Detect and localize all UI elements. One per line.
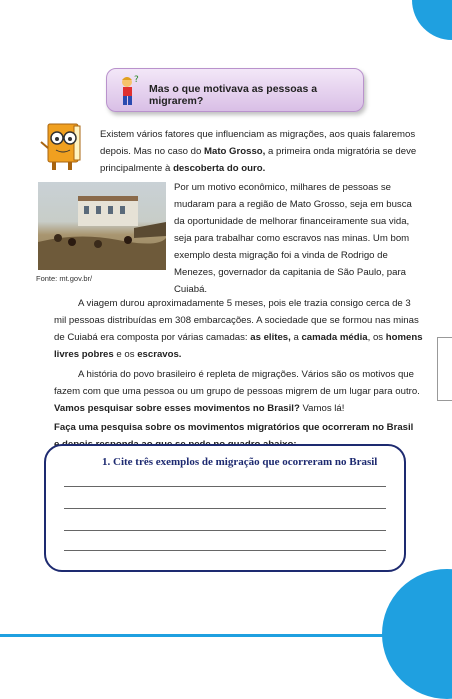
book-mascot-icon	[40, 118, 92, 172]
intro-text: depois. Mas no caso do	[100, 146, 204, 157]
para2-text: e os	[113, 349, 138, 360]
intro-bold-ouro: descoberta do ouro.	[173, 163, 266, 174]
bottom-border-line	[0, 634, 400, 637]
thinking-kid-icon	[117, 73, 143, 107]
para2-line-1: A viagem durou aproximadamente 5 meses, pois ele trazia consigo cerca de 3	[78, 298, 411, 309]
intro-text: principalmente à	[100, 163, 174, 174]
side-text-line: seja para trabalhar como escravos nas minas. Um bom	[174, 233, 410, 244]
para2-bold-homens: homens	[385, 332, 423, 343]
para3-text: Vamos lá!	[299, 403, 345, 414]
instruction-line-1: Faça uma pesquisa sobre os movimentos migratórios que ocorreram no Brasil	[54, 422, 414, 433]
intro-text: a primeira onda migratória se deve	[265, 146, 417, 157]
para3-line-2: fazem com que uma pessoa ou um grupo de pessoas migrem de um lugar para outro.	[54, 386, 420, 397]
answer-line[interactable]	[64, 550, 386, 551]
answer-box	[44, 444, 406, 572]
side-text-line: da oportunidade de melhorar financeiramente sua vida,	[174, 216, 410, 227]
answer-line[interactable]	[64, 530, 386, 531]
section-title-box	[106, 68, 364, 112]
side-tab	[437, 337, 452, 401]
section-title: Mas o que motivava as pessoas a migrarem?	[149, 83, 318, 107]
para2-text: de Cuiabá era composta por várias camadas:	[54, 332, 251, 343]
para2-bold-livres-pobres: livres pobres	[54, 349, 114, 360]
para2-bold-escravos: escravos.	[137, 349, 182, 360]
answer-line[interactable]	[64, 508, 386, 509]
intro-line-1: Existem vários fatores que influenciam as migrações, aos quais falaremos	[100, 129, 416, 140]
para2-text: , os	[367, 332, 386, 343]
question-title: 1. Cite três exemplos de migração que ocorreram no Brasil	[102, 456, 378, 468]
answer-line[interactable]	[64, 486, 386, 487]
para2-line-3	[54, 329, 423, 346]
side-text-line: mudaram para a região de Mato Grosso, seja em busca	[174, 199, 412, 210]
para3-line-1: A história do povo brasileiro é repleta de migrações. Vários são os motivos que	[78, 369, 414, 380]
historical-painting-image	[38, 182, 166, 270]
svg-text:?: ?	[134, 75, 139, 85]
para3-line-3	[54, 400, 344, 417]
para3-bold-question: Vamos pesquisar sobre esses movimentos no Brasil?	[54, 403, 300, 414]
photo-caption: Fonte: mt.gov.br/	[36, 274, 93, 283]
para2-bold-elites: as elites,	[250, 332, 291, 343]
para2-bold-camada-media: camada média	[301, 332, 368, 343]
intro-bold-mato-grosso: Mato Grosso,	[204, 146, 266, 157]
intro-line-3	[100, 160, 265, 177]
intro-line-2	[100, 143, 416, 160]
corner-decoration-top	[412, 0, 452, 40]
side-text-line: Menezes, governador da capitania de São Paulo, para	[174, 267, 407, 278]
side-text-line: Por um motivo econômico, milhares de pessoas se	[174, 182, 392, 193]
para2-text: a	[290, 332, 302, 343]
side-text-line: exemplo desta migração foi a vinda de Rodrigo de	[174, 250, 388, 261]
side-text-line: Cuiabá.	[174, 284, 208, 295]
para2-line-4	[54, 346, 181, 363]
para2-line-2: mil pessoas distribuídas em 308 embarcações. A sociedade que se formou nas minas	[54, 315, 419, 326]
